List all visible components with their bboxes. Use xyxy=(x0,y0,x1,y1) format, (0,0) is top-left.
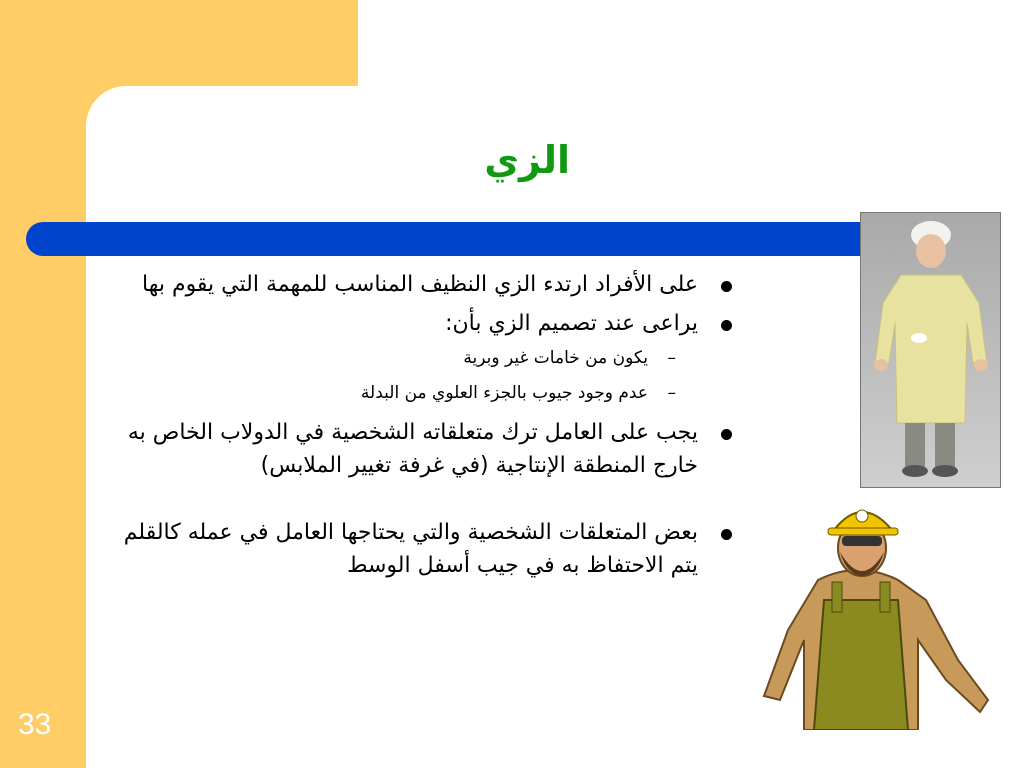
dash-icon: – xyxy=(667,383,676,403)
bullet-text: على الأفراد ارتدء الزي النظيف المناسب للمهمة التي يقوم بها xyxy=(141,272,698,297)
slide-title: الزي xyxy=(484,138,570,182)
sub-bullet-item xyxy=(110,346,740,371)
bullet-item xyxy=(110,516,740,582)
bullet-text: بعض المتعلقات الشخصية والتي يحتاجها العامل في عمله كالقلم يتم الاحتفاظ به في جيب أسفل الوسط xyxy=(123,520,698,578)
title-divider-band xyxy=(26,222,862,256)
spacer xyxy=(110,488,740,516)
bullet-text: يجب على العامل ترك متعلقاته الشخصية في الدولاب الخاص به خارج المنطقة الإنتاجية (في غرفة تغيير الملابس) xyxy=(127,420,698,478)
slide-number: 33 xyxy=(18,708,52,741)
bullet-item xyxy=(110,307,740,340)
slide-content xyxy=(110,268,740,588)
worker-gown-photo-icon xyxy=(860,212,1001,488)
bullet-item xyxy=(110,268,740,301)
bullet-dot-icon xyxy=(721,281,732,292)
sub-bullet-text: عدم وجود جيوب بالجزء العلوي من البدلة xyxy=(360,383,648,403)
bullet-dot-icon xyxy=(721,429,732,440)
bullet-text: يراعى عند تصميم الزي بأن: xyxy=(445,311,698,336)
miner-worker-clipart-icon xyxy=(758,500,998,730)
bullet-dot-icon xyxy=(721,529,732,540)
dash-icon: – xyxy=(667,348,676,368)
top-white-area xyxy=(358,0,1024,86)
bullet-dot-icon xyxy=(721,320,732,331)
sub-bullet-item xyxy=(110,381,740,406)
sub-bullet-text: يكون من خامات غير وبرية xyxy=(463,348,648,368)
bullet-item xyxy=(110,416,740,482)
